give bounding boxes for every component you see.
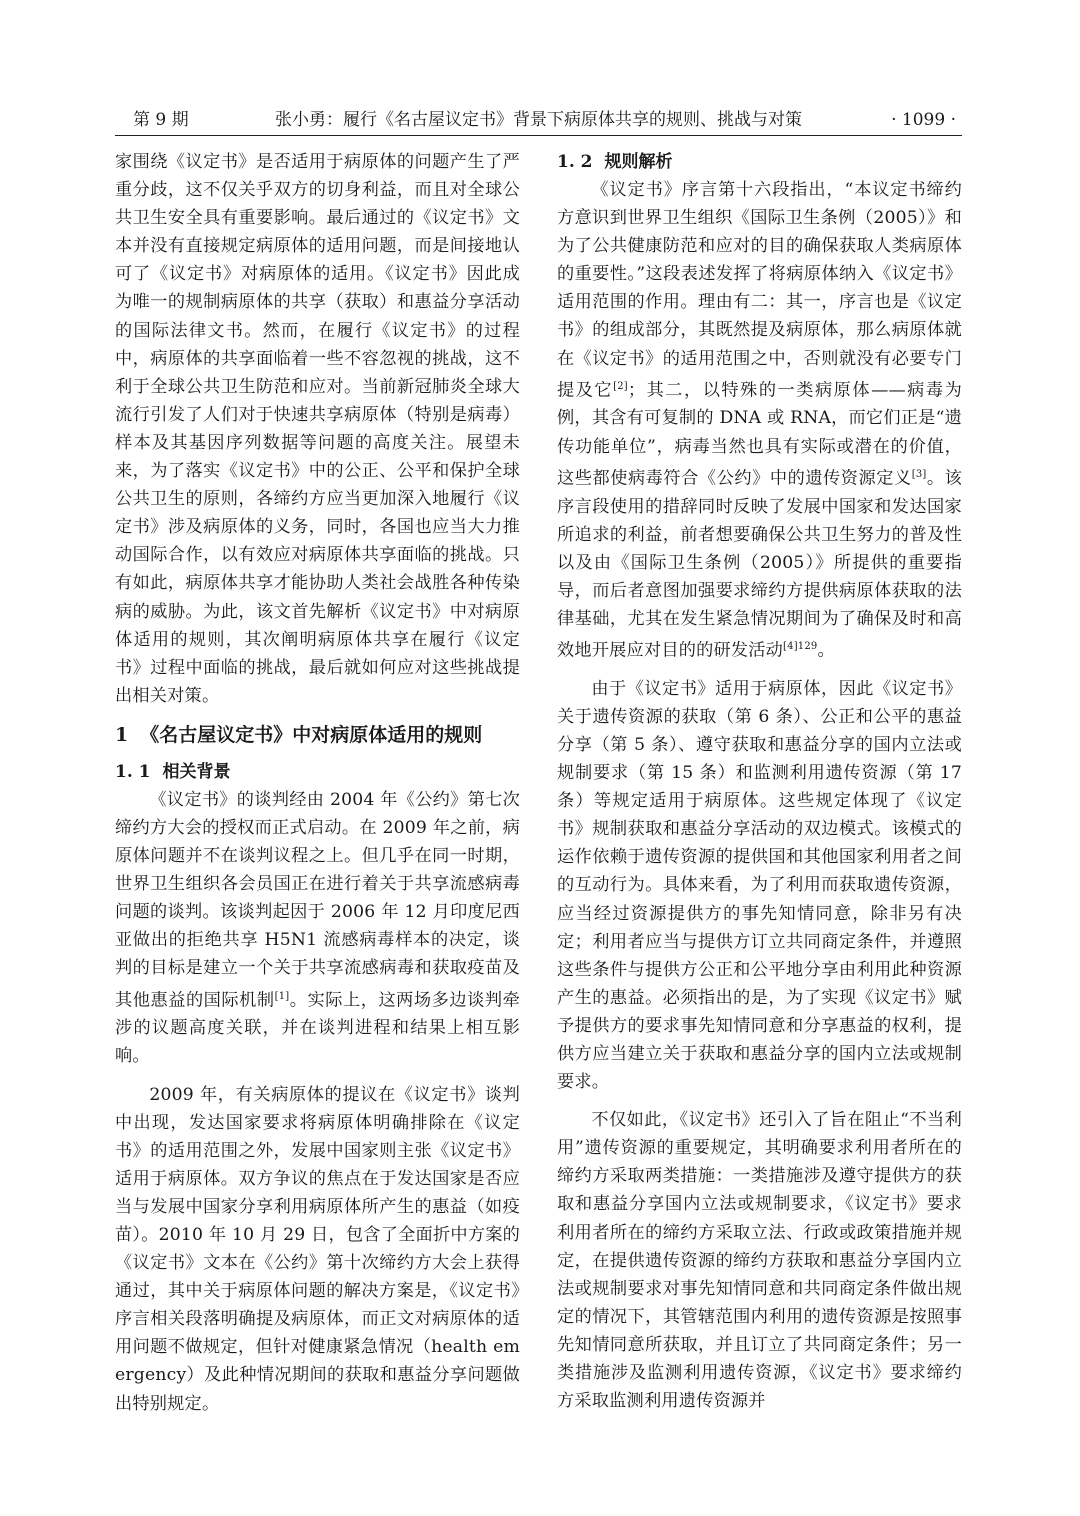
issue-number: 第 9 期 [133,110,189,130]
citation-ref: [3] [911,468,927,480]
paragraph-text: 《议定书》的谈判经由 2004 年《公约》第七次缔约方大会的授权而正式启动。在 2009 年之前，病原体问题并不在谈判议程之上。但几乎在同一时期，世界卫生组织各会员国正在进行着关于共享流感病毒问题的谈判。该谈判起因于 2006 年 12 月印度尼西亚做出的拒绝共享 H5N1 流感病毒样本的决定，谈判的目标是建立一个关于共享流感病毒和获取疫苗及其他惠益的国际机制 [115,789,520,1011]
intro-paragraph: 家围绕《议定书》是否适用于病原体的问题产生了严重分歧，这不仅关乎双方的切身利益，而且对全球公共卫生安全具有重要影响。最后通过的《议定书》文本并没有直接规定病原体的适用问题，而是间接地认可了《议定书》对病原体的适用。《议定书》因此成为唯一的规制病原体的共享（获取）和惠益分享活动的国际法律文书。然而，在履行《议定书》的过程中，病原体的共享面临着一些不容忽视的挑战，这不利于全球公共卫生防范和应对。当前新冠肺炎全球大流行引发了人们对于快速共享病原体（特别是病毒）样本及其基因序列数据等问题的高度关注。展望未来，为了落实《议定书》中的公正、公平和保护全球公共卫生的原则，各缔约方应当更加深入地履行《议定书》涉及病原体的义务，同时，各国也应当大力推动国际合作，以有效应对病原体共享面临的挑战。只有如此，病原体共享才能协助人类社会战胜各种传染病的威胁。为此，该文首先解析《议定书》中对病原体适用的规则，其次阐明病原体共享在履行《议定书》过程中面临的挑战，最后就如何应对这些挑战提出相关对策。 [115,152,520,706]
citation-ref: [1] [274,990,290,1002]
subsection-1-1-heading [115,758,520,786]
body-paragraph: 由于《议定书》适用于病原体，因此《议定书》关于遗传资源的获取（第 6 条）、公正和公平的惠益分享（第 5 条）、遵守获取和惠益分享的国内立法或规制要求（第 15 条）和监测利用遗传资源（第 17 条）等规定适用于病原体。这些规定体现了《议定书》规制获取和惠益分享活动的双边模式。该模式的运作依赖于遗传资源的提供国和其他国家利用者之间的互动行为。具体来看，为了利用而获取遗传资源，应当经过资源提供方的事先知情同意，除非另有决定；利用者应当与提供方订立共同商定条件，并遵照这些条件与提供方公正和公平地分享由利用此种资源产生的惠益。必须指出的是，为了实现《议定书》赋予提供方的要求事先知情同意和分享惠益的权利，提供方应当建立关于获取和惠益分享的国内立法或规制要求。 [557,678,962,1093]
right-column [557,148,962,1415]
subsection-1-2-heading [557,148,962,176]
section-title: 《名古屋议定书》中对病原体适用的规则 [140,723,483,746]
body-paragraph [557,176,962,665]
paragraph-text: ；其二，以特殊的一类病原体——病毒为例，其含有可复制的 DNA 或 RNA，而它们正是“遗传功能单位”，病毒当然也具有实际或潜在的价值，这些都使病毒符合《公约》中的遗传资源定义 [557,380,962,489]
paragraph-text: 。 [817,640,835,661]
citation-ref: [4]129 [783,640,818,652]
left-column [115,148,520,1418]
body-paragraph: 2009 年，有关病原体的提议在《议定书》谈判中出现，发达国家要求将病原体明确排除在《议定书》的适用范围之外，发展中国家则主张《议定书》适用于病原体。双方争议的焦点在于发达国家是否应当与发展中国家分享利用病原体所产生的惠益（如疫苗）。2010 年 10 月 29 日，包含了全面折中方案的《议定书》文本在《公约》第十次缔约方大会上获得通过，其中关于病原体问题的解决方案是，《议定书》序言相关段落明确提及病原体，而正文对病原体的适用问题不做规定，但针对健康紧急情况（health emergency）及此种情况期间的获取和惠益分享问题做出特别规定。 [115,1084,520,1414]
page-header [115,109,962,136]
body-paragraph [115,786,520,1071]
subsection-title: 规则解析 [604,152,673,172]
section-1-heading [115,720,520,750]
body-paragraph: 不仅如此，《议定书》还引入了旨在阻止“不当利用”遗传资源的重要规定，其明确要求利用者所在的缔约方采取两类措施：一类措施涉及遵守提供方的获取和惠益分享国内立法或规制要求，《议定书》要求利用者所在的缔约方采取立法、行政或政策措施并规定，在提供遗传资源的缔约方获取和惠益分享国内立法或规制要求对事先知情同意和共同商定条件做出规定的情况下，其管辖范围内利用的遗传资源是按照事先知情同意所获取，并且订立了共同商定条件；另一类措施涉及监测利用遗传资源，《议定书》要求缔约方采取监测利用遗传资源并 [557,1110,962,1412]
running-title: 张小勇：履行《名古屋议定书》背景下病原体共享的规则、挑战与对策 [275,110,802,130]
paragraph-text: 《议定书》序言第十六段指出，“本议定书缔约方意识到世界卫生组织《国际卫生条例（2005）》和为了公共健康防范和应对的目的确保获取人类病原体的重要性。”这段表述发挥了将病原体纳入《议定书》适用范围的作用。理由有二：其一，序言也是《议定书》的组成部分，其既然提及病原体，那么病原体就在《议定书》的适用范围之中，否则就没有必要专门提及它 [557,180,962,401]
paragraph-text: 。该序言段使用的措辞同时反映了发展中国家和发达国家所追求的利益，前者想要确保公共卫生努力的普及性以及由《国际卫生条例（2005）》所提供的重要指导，而后者意图加强要求缔约方提供病原体获取的法律基础，尤其在发生紧急情况期间为了确保及时和高效地开展应对目的的研发活动 [557,468,962,661]
subsection-number: 1. 1 [115,761,151,782]
subsection-title: 相关背景 [162,761,231,782]
citation-ref: [2] [613,380,628,392]
subsection-number: 1. 2 [557,152,593,172]
section-number: 1 [115,723,129,746]
page-number: · 1099 · [891,110,956,130]
paragraph-text: 。实际上，这两场多边谈判牵涉的议题高度关联，并在谈判进程和结果上相互影响。 [115,990,520,1067]
